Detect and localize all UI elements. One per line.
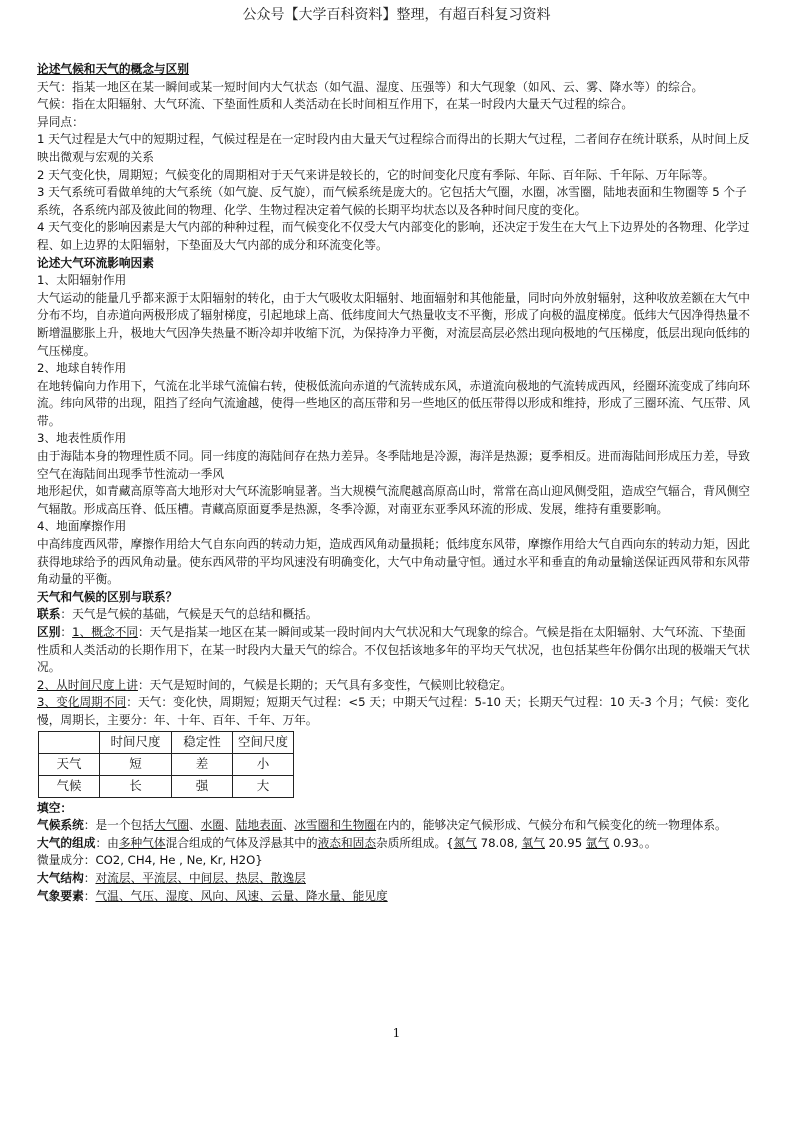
difference-label: 区别 bbox=[37, 625, 61, 639]
page-number: 1 bbox=[392, 1026, 401, 1040]
difference-2-paragraph bbox=[37, 677, 757, 695]
table-header-row bbox=[39, 731, 294, 753]
factor-text-surface-sea-land: 由于海陆本身的物理性质不同。同一纬度的海陆间存在热力差异。冬季陆地是冷源，海洋是热源；夏季相反。进而海陆间形成压力差，导致空气在海陆间出现季节性流动一季风 bbox=[37, 449, 750, 481]
table-row bbox=[39, 753, 294, 775]
composition-gas: 氩气 bbox=[585, 835, 610, 850]
climate-system-label: 气候系统 bbox=[37, 818, 84, 833]
composition-term: 液态和固态 bbox=[317, 835, 377, 850]
atmosphere-structure-colon: ： bbox=[83, 870, 96, 885]
section-title-difference-relation: 天气和气候的区别与联系？ bbox=[37, 589, 178, 604]
atmosphere-composition-paragraph bbox=[37, 835, 757, 853]
composition-text: 0.93。。 bbox=[609, 835, 657, 850]
meteorological-elements-colon: ： bbox=[83, 888, 96, 903]
separator: 、 bbox=[188, 818, 201, 833]
table-header-cell: 空间尺度 bbox=[233, 731, 294, 753]
climate-system-item: 大气圈 bbox=[153, 818, 189, 833]
difference-point-3: 3 天气系统可看做单纯的大气系统（如气旋、反气旋），而气候系统是庞大的。它包括大气圈，水圈，冰雪圈，陆地表面和生物圈等 5 个子系统，各系统内部及彼此间的物理、化学、生物过程决定着气候的长期平均状态以及各种时间尺度的变化。 bbox=[37, 185, 747, 217]
difference-3-label: 3、变化周期不同 bbox=[37, 695, 127, 710]
climate-system-item: 冰雪圈 bbox=[294, 818, 330, 833]
factor-text-solar: 大气运动的能量几乎都来源于太阳辐射的转化，由于大气吸收太阳辐射、地面辐射和其他能量，同时向外放射辐射，这种收放差额在大气中分布不均，自赤道向两极形成了辐射梯度，引起地球上高、低纬度间大气热量收支不平衡，形成了向极的温度梯度。低纬大气因净得热量不断增温膨胀上升，极地大气因净失热量不断冷却并收缩下沉，为保持净力平衡，对流层高层必然出现向极地的气压梯度，低层出现向低纬的气压梯度。 bbox=[37, 290, 750, 358]
relation-label: 联系 bbox=[37, 607, 61, 622]
table-cell: 长 bbox=[100, 775, 172, 797]
meteorological-elements-text: 气温、气压、湿度、风向、风速、云量、降水量、能见度 bbox=[95, 888, 388, 903]
table-cell: 大 bbox=[233, 775, 294, 797]
composition-text: 78.08, bbox=[476, 835, 522, 850]
atmosphere-structure-text: 对流层、平流层、中间层、热层、散逸层 bbox=[95, 870, 306, 885]
weather-definition: 天气：指某一地区在某一瞬间或某一短时间内大气状态（如气温、湿度、压强等）和大气现象（如风、云、雾、降水等）的综合。 bbox=[37, 79, 704, 94]
table-cell: 差 bbox=[172, 753, 233, 775]
atmosphere-structure-paragraph bbox=[37, 870, 757, 888]
factor-text-rotation: 在地转偏向力作用下，气流在北半球气流偏右转，使极低流向赤道的气流转成东风，赤道流向极地的气流转成西风，经圈环流变成了纬向环流。纬向风带的出现，阻挡了经向气流逾越，使得一些地区的高压带和另一些地区的低压带得以形成和维持，形成了三圈环流、气压带、风带。 bbox=[37, 378, 750, 428]
climate-system-item: 生物圈 bbox=[341, 818, 377, 833]
difference-1-paragraph bbox=[37, 624, 757, 677]
separator: 、 bbox=[224, 818, 236, 833]
composition-term: 多种气体 bbox=[118, 835, 166, 850]
composition-gas: 氧气 bbox=[521, 835, 545, 850]
document-body bbox=[37, 61, 757, 905]
factor-heading-friction: 4、地面摩擦作用 bbox=[37, 519, 127, 534]
factor-text-friction: 中高纬度西风带，摩擦作用给大气自东向西的转动力矩，造成西风角动量损耗；低纬度东风带，摩擦作用给大气自西向东的转动力矩，因此获得地球给予的西风角动量。使东西风带的平均风速没有明确变化，大气中角动量守恒。通过水平和垂直的角动量输送保证西风带和东风带角动量的平衡。 bbox=[37, 537, 750, 587]
difference-colon: ： bbox=[60, 625, 73, 639]
difference-point-4: 4 天气变化的影响因素是大气内部的种种过程，而气候变化不仅受大气内部变化的影响，还决定于发生在大气上下边界处的各物理、化学过程、如上边界的太阳辐射，下垫面及大气内部的成分和环流变化等。 bbox=[37, 220, 750, 252]
difference-1-label: 1、概念不同 bbox=[72, 625, 138, 639]
difference-1-text: ：天气是指某一地区在某一瞬间或某一段时间内大气状况和大气现象的综合。气候是指在太阳辐射、大气环流、下垫面性质和人类活动的长期作用下，在某一时段内大量天气的综合。不仅包括该地多年的平均天气状况，也包括某些年份偶尔出现的极端天气状况。 bbox=[37, 625, 750, 675]
difference-point-2: 2 天气变化快，周期短；气候变化的周期相对于天气来讲是较长的，它的时间变化尺度有季际、年际、百年际、千年际、万年际等。 bbox=[37, 167, 715, 182]
climate-system-text: 在内的，能够决定气候形成、气候分布和气候变化的统一物理体系。 bbox=[376, 818, 727, 833]
section-title-climate-weather: 论述气候和天气的概念与区别 bbox=[37, 62, 189, 76]
composition-text: 杂质所组成。{ bbox=[376, 835, 454, 850]
relation-paragraph bbox=[37, 606, 757, 624]
table-cell: 强 bbox=[172, 775, 233, 797]
atmosphere-composition-label: 大气的组成 bbox=[37, 835, 96, 850]
difference-2-text: ：天气是短时间的，气候是长期的；天气具有多变性，气候则比较稳定。 bbox=[137, 677, 512, 692]
factor-heading-rotation: 2、地球自转作用 bbox=[37, 361, 127, 376]
climate-system-item: 陆地表面 bbox=[235, 818, 283, 833]
climate-system-item: 水圈 bbox=[200, 818, 225, 833]
composition-text: 20.95 bbox=[544, 835, 586, 850]
meteorological-elements-paragraph bbox=[37, 888, 757, 906]
differences-heading: 异同点： bbox=[37, 114, 84, 129]
fill-in-title: 填空： bbox=[37, 800, 73, 815]
climate-system-and: 和 bbox=[329, 818, 342, 833]
table-cell: 短 bbox=[100, 753, 172, 775]
page-header: 公众号【大学百科资料】整理，有超百科复习资料 bbox=[242, 7, 551, 23]
relation-text: ：天气是气候的基础，气候是天气的总结和概括。 bbox=[60, 607, 318, 622]
climate-system-paragraph bbox=[37, 817, 757, 835]
table-header-cell: 时间尺度 bbox=[100, 731, 172, 753]
climate-definition: 气候：指在太阳辐射、大气环流、下垫面性质和人类活动在长时间相互作用下，在某一时段内大量天气过程的综合。 bbox=[37, 97, 634, 112]
table-cell: 小 bbox=[233, 753, 294, 775]
table-header-cell bbox=[39, 731, 100, 753]
trace-components: 微量成分：CO2, CH4, He , Ne, Kr, H2O} bbox=[37, 853, 263, 868]
composition-text: 混合组成的气体及浮悬其中的 bbox=[165, 835, 318, 850]
factor-heading-surface: 3、地表性质作用 bbox=[37, 431, 127, 446]
factor-text-surface-terrain: 地形起伏，如青藏高原等高大地形对大气环流影响显著。当大规模气流爬越高原高山时，常常在高山迎风侧受阻，造成空气辐合，背风侧空气辐散。形成高压脊、低压槽。青藏高原面夏季是热源，冬季冷源，对南亚东亚季风环流的形成、发展，维持有重要影响。 bbox=[37, 484, 750, 516]
table-cell: 气候 bbox=[39, 775, 100, 797]
factor-heading-solar: 1、太阳辐射作用 bbox=[37, 273, 127, 288]
atmosphere-structure-label: 大气结构 bbox=[37, 870, 84, 885]
meteorological-elements-label: 气象要素 bbox=[37, 888, 84, 903]
difference-3-text: ：天气：变化快，周期短；短期天气过程：<5 天；中期天气过程：5-10 天；长期天气过程：10 天-3 个月；气候：变化慢，周期长，主要分：年、十年、百年、千年、万年。 bbox=[37, 695, 750, 727]
difference-point-1: 1 天气过程是大气中的短期过程，气候过程是在一定时段内由大量天气过程综合而得出的长期大气过程，二者间存在统计联系，从时间上反映出微观与宏观的关系 bbox=[37, 132, 750, 164]
table-header-cell: 稳定性 bbox=[172, 731, 233, 753]
climate-system-text: ：是一个包括 bbox=[83, 818, 154, 833]
difference-3-paragraph bbox=[37, 694, 757, 729]
comparison-table bbox=[38, 731, 294, 798]
table-row bbox=[39, 775, 294, 797]
composition-gas: 氮气 bbox=[453, 835, 477, 850]
separator: 、 bbox=[282, 818, 295, 833]
difference-2-label: 2、从时间尺度上讲 bbox=[37, 677, 138, 692]
composition-text: ：由 bbox=[95, 835, 119, 850]
table-cell: 天气 bbox=[39, 753, 100, 775]
section-title-circulation: 论述大气环流影响因素 bbox=[37, 255, 154, 270]
